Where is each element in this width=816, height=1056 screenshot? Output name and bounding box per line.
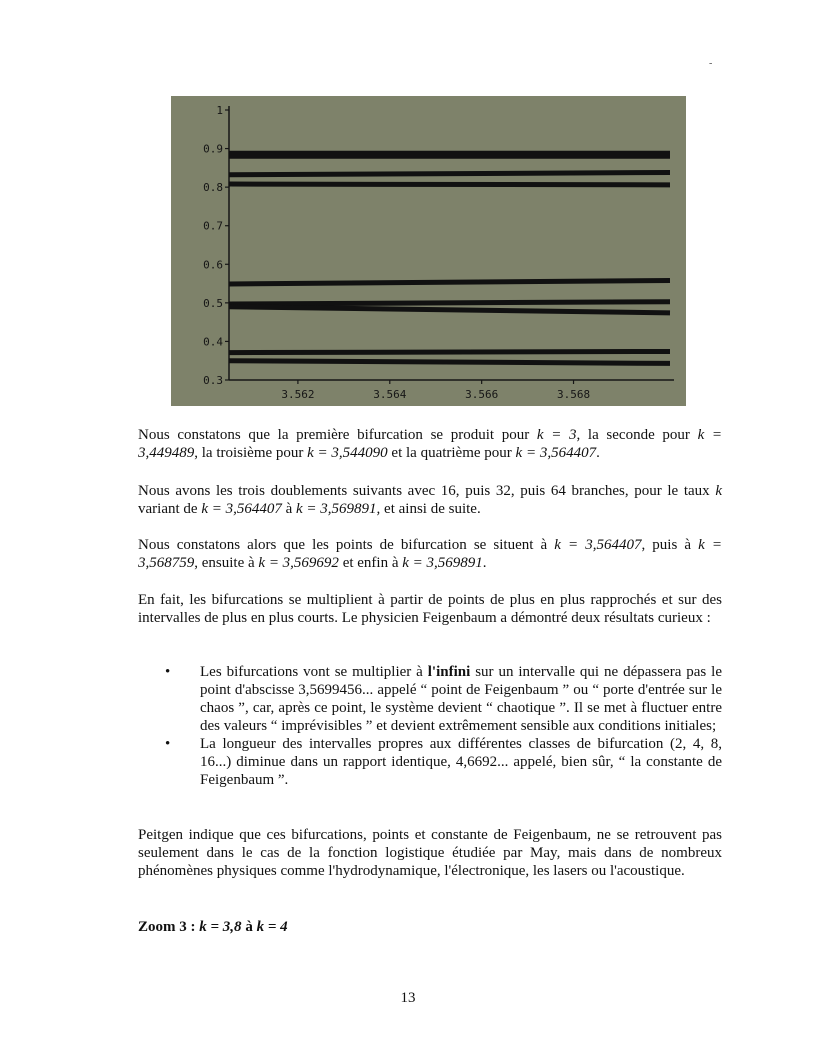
p1-text-b: , la seconde pour [576,427,698,443]
bullet-symbol: • [165,736,171,752]
p1-k4: k = 3,564407 [515,445,597,461]
x-tick-label: 3.562 [281,388,315,401]
bifurcation-branch [229,184,670,185]
heading-k1: k = 3,8 [199,919,242,935]
page-number: 13 [400,990,416,1006]
bifurcation-branch [229,307,670,313]
p3-k2: k = 3,568759 [138,537,723,571]
header-mark: - [709,58,713,69]
y-tick-label: 0.5 [203,296,223,310]
p3-k1: k = 3,564407 [554,537,642,553]
bifurcation-plot [171,96,686,406]
p1-text-e: . [596,445,600,461]
paragraph-1 [138,426,722,462]
y-tick-label: 0.3 [203,374,223,387]
p1-text-d: et la quatrième pour [387,445,516,461]
y-tick-label: 0.7 [203,219,223,233]
paragraph-4 [138,591,722,627]
p3-text-a: Nous constatons alors que les points de bifurcation se situent à [138,537,555,553]
bullet-item-1 [138,663,722,735]
p1-text-a: Nous constatons que la première bifurcation se produit pour [138,427,537,443]
b1-text-b: sur un intervalle qui ne dépassera pas le point d'abscisse 3,5699456... appelé “ point de Feigenbaum ” ou “ porte d'entrée sur le chaos ”, car, après ce point, le système devient “ chaotique ”. Il se met à fluctuer entre des valeurs “ imprévisibles ” et devient extrêmement sensible aux conditions initiales; [200,664,723,734]
x-tick-label: 3.568 [556,388,591,401]
bullet-list [138,663,722,789]
p2-text-a: Nous avons les trois doublements suivants avec 16, puis 32, puis 64 branches, pour le taux [138,483,716,499]
y-tick-label: 0.6 [203,258,223,272]
bifurcation-branch [229,172,670,174]
bifurcation-chart [171,96,686,406]
b1-text-a: Les bifurcations vont se multiplier à [200,664,428,680]
bifurcation-branch [229,302,670,304]
b1-bold: l'infini [427,664,471,680]
p4-text: En fait, les bifurcations se multiplient à partir de points de plus en plus rapprochés et sur des intervalles de plus en plus courts. Le physicien Feigenbaum a démontré deux résultats curieux : [138,592,722,626]
p5-text: Peitgen indique que ces bifurcations, points et constante de Feigenbaum, ne se retrouvent pas seulement dans le cas de la fonction logistique étudiée par May, mais dans de nombreux phénomènes physiques comme l'hydrodynamique, l'électronique, les lasers ou l'acoustique. [138,827,722,879]
p2-k: k [715,483,722,499]
section-heading [138,918,288,936]
heading-text-a: Zoom 3 : [138,919,200,935]
p3-text-c: , ensuite à [194,555,259,571]
p1-k1: k = 3 [536,427,577,443]
p2-text-b: variant de [138,501,202,517]
p3-k3: k = 3,569692 [258,555,339,571]
bifurcation-branch [229,280,670,283]
p2-text-c: à [281,501,297,517]
y-tick-label: 0.9 [203,142,223,156]
p3-text-b: , puis à [641,537,699,553]
bullet-symbol: • [165,664,171,680]
paragraph-2 [138,482,722,518]
paragraph-5 [138,826,722,880]
b2-text: La longueur des intervalles propres aux différentes classes de bifurcation (2, 4, 8, 16...) diminue dans un rapport identique, 4,6692... appelé, bien sûr, “ la constante de Feigenbaum ”. [200,736,722,788]
p1-k3: k = 3,544090 [307,445,388,461]
y-tick-label: 1 [216,104,223,117]
bifurcation-branch [229,351,670,352]
bifurcation-branch [229,361,670,364]
p1-text-c: , la troisième pour [194,445,308,461]
heading-k2: k = 4 [256,919,288,935]
paragraph-3 [138,536,722,572]
p3-k4: k = 3,569891 [402,555,483,571]
heading-text-b: à [241,919,257,935]
p2-text-d: et ainsi de suite. [380,501,481,517]
x-tick-label: 3.564 [373,388,407,401]
x-tick-label: 3.566 [465,388,499,401]
p2-k1: k = 3,564407 [201,501,282,517]
y-tick-label: 0.8 [203,181,223,195]
p3-text-e: . [482,555,487,571]
bullet-item-2 [138,735,722,789]
y-tick-label: 0.4 [203,335,223,349]
p1-k2: k = 3,449489 [138,427,723,461]
p2-k2: k = 3,569891, [296,501,381,517]
p3-text-d: et enfin à [338,555,403,571]
